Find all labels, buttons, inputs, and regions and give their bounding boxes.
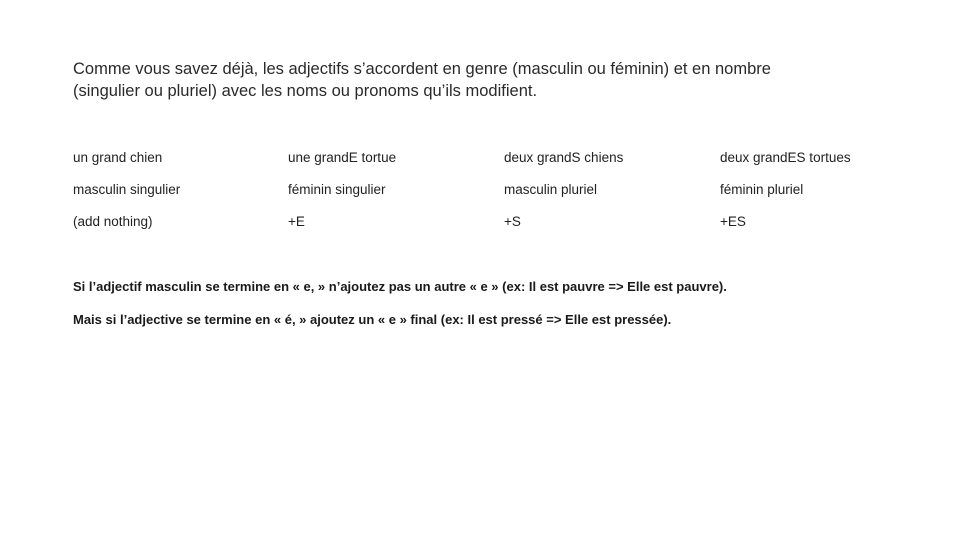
example-row	[0, 150, 960, 170]
cell-fem-plur-ending: +ES	[720, 214, 746, 229]
rule-note-e: Si l’adjectif masculin se termine en « e, » n’ajoutez pas un autre « e » (ex: Il est pauvre => Elle est pauvre).	[73, 279, 727, 294]
cell-masc-plur-label: masculin pluriel	[504, 182, 598, 197]
cell-fem-sing-ending: +E	[288, 214, 305, 229]
category-row	[0, 182, 960, 202]
cell-masc-plur-example: deux grandS chiens	[504, 150, 624, 165]
intro-line-2: (singulier ou pluriel) avec les noms ou pronoms qu’ils modifient.	[73, 82, 538, 100]
cell-fem-sing-example: une grandE tortue	[288, 150, 397, 165]
intro-paragraph	[73, 58, 873, 102]
intro-line-1: Comme vous savez déjà, les adjectifs s’accordent en genre (masculin ou féminin) et en nombre	[73, 60, 771, 78]
cell-fem-sing-label: féminin singulier	[288, 182, 386, 197]
cell-fem-plur-example: deux grandES tortues	[720, 150, 851, 165]
cell-fem-plur-label: féminin pluriel	[720, 182, 804, 197]
ending-row	[0, 214, 960, 234]
rule-note-e-accent: Mais si l’adjective se termine en « é, » ajoutez un « e » final (ex: Il est pressé => Elle est pressée).	[73, 312, 672, 327]
cell-masc-sing-ending: (add nothing)	[73, 214, 153, 229]
cell-masc-sing-example: un grand chien	[73, 150, 163, 165]
cell-masc-plur-ending: +S	[504, 214, 521, 229]
cell-masc-sing-label: masculin singulier	[73, 182, 181, 197]
